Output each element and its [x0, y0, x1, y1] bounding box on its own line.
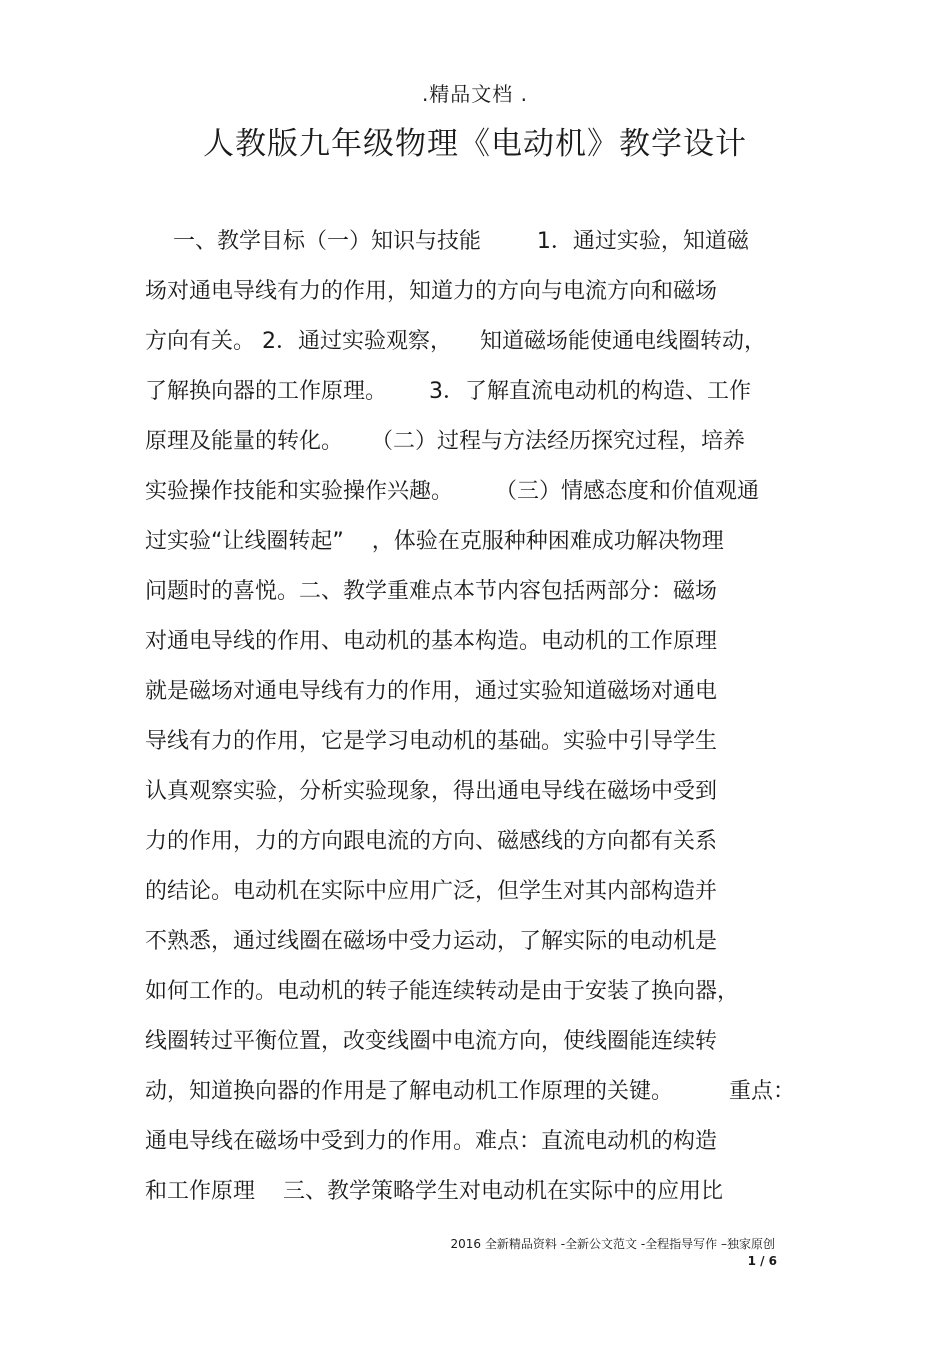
body-text	[145, 222, 825, 1222]
body-line: 过实验“让线圈转起” ，体验在克服种种困难成功解决物理	[145, 529, 724, 554]
body-line: 如何工作的。电动机的转子能连续转动是由于安装了换向器，	[145, 979, 740, 1004]
document-title: 人教版九年级物理《电动机》教学设计	[203, 126, 747, 162]
body-line: 导线有力的作用，它是学习电动机的基础。实验中引导学生	[145, 729, 718, 754]
page-header: .精品文档 .	[421, 82, 529, 106]
body-line: 方向有关。 2．通过实验观察， 知道磁场能使通电线圈转动，	[145, 329, 766, 354]
body-line: 问题时的喜悦。二、教学重难点本节内容包括两部分：磁场	[145, 579, 718, 604]
body-line: 认真观察实验，分析实验现象，得出通电导线在磁场中受到	[145, 779, 718, 804]
page-number: 1 / 6	[747, 1254, 777, 1268]
body-line: 就是磁场对通电导线有力的作用，通过实验知道磁场对通电	[145, 679, 718, 704]
body-line: 原理及能量的转化。 （二）过程与方法经历探究过程，培养	[145, 429, 745, 454]
body-line: 实验操作技能和实验操作兴趣。 （三）情感态度和价值观通	[145, 479, 759, 504]
body-line: 了解换向器的工作原理。 3．了解直流电动机的构造、工作	[145, 379, 751, 404]
body-line: 场对通电导线有力的作用，知道力的方向与电流方向和磁场	[145, 279, 718, 304]
body-line: 线圈转过平衡位置，改变线圈中电流方向，使线圈能连续转	[145, 1029, 718, 1054]
body-line: 通电导线在磁场中受到力的作用。难点：直流电动机的构造	[145, 1129, 718, 1154]
body-line: 不熟悉，通过线圈在磁场中受力运动，了解实际的电动机是	[145, 929, 718, 954]
body-line: 的结论。电动机在实际中应用广泛，但学生对其内部构造并	[145, 879, 718, 904]
footer-text: 2016 全新精品资料 -全新公文范文 -全程指导写作 –独家原创	[450, 1237, 775, 1251]
body-line: 和工作原理 三、教学策略学生对电动机在实际中的应用比	[145, 1179, 723, 1204]
body-line: 力的作用，力的方向跟电流的方向、磁感线的方向都有关系	[145, 829, 718, 854]
body-line: 动，知道换向器的作用是了解电动机工作原理的关键。 重点：	[145, 1079, 795, 1104]
body-line: 一、教学目标（一）知识与技能 1．通过实验，知道磁	[145, 229, 749, 254]
body-line: 对通电导线的作用、电动机的基本构造。电动机的工作原理	[145, 629, 718, 654]
